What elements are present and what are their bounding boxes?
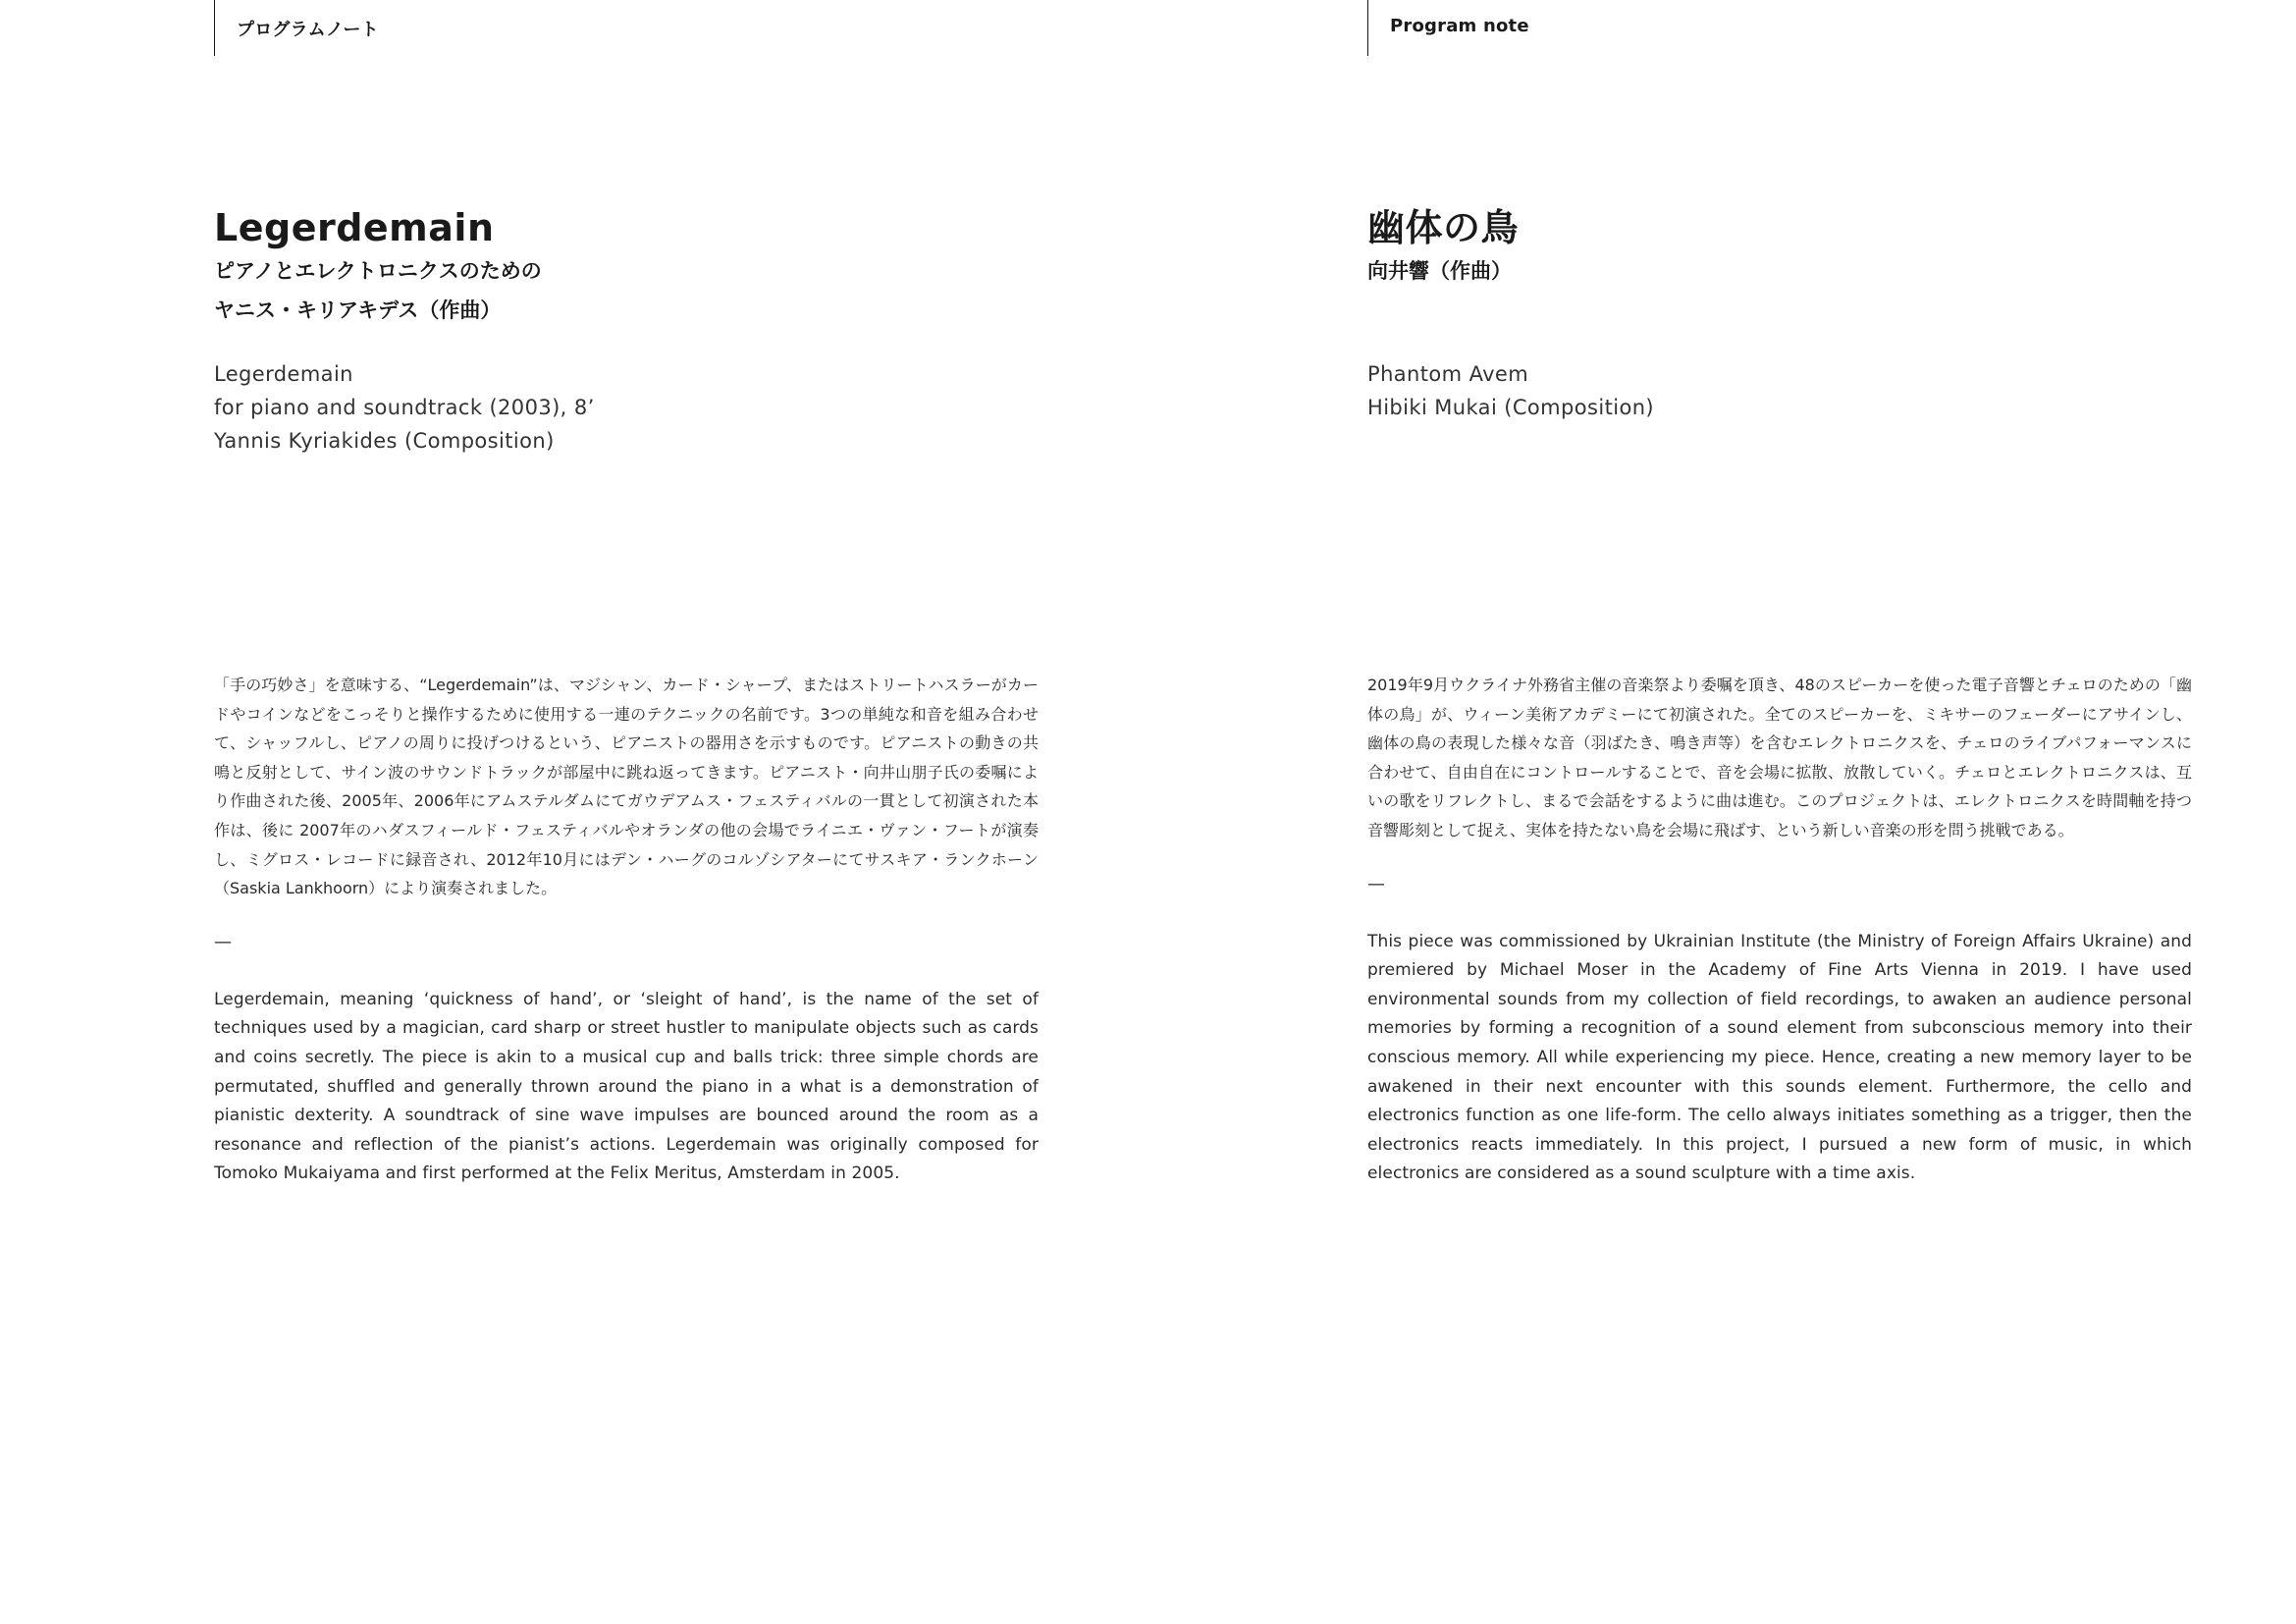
credit-line: Phantom Avem — [1367, 362, 1529, 386]
jp-paragraph: 2019年9月ウクライナ外務省主催の音楽祭より委嘱を頂き、48のスピーカーを使った電子音響とチェロのための「幽体の鳥」が、ウィーン美術アカデミーにて初演された。全てのスピーカーを、ミキサーのフェーダーにアサインし、幽体の鳥の表現した様々な音（羽ばたき、鳴き声等）を含むエレクトロニクスを、チェロのライブパフォーマンスに合わせて、自由自在にコントロールすることで、音を会場に拡散、放散していく。チェロとエレクトロニクスは、互いの歌をリフレクトし、まるで会話をするように曲は進む。このプロジェクトは、エレクトロニクスを時間軸を持つ音響彫刻として捉え、実体を持たない鳥を会場に飛ばす、という新しい音楽の形を問う挑戦である。 — [1367, 676, 2192, 839]
body-block — [1367, 671, 2192, 1189]
title-block — [214, 204, 1048, 330]
en-paragraph: This piece was commissioned by Ukrainian Institute (the Ministry of Foreign Affairs Ukraine) and premiered by Michael Moser in the Academy of Fine Arts Vienna in 2019. I have used environmental sounds from my collection of field recordings, to awaken an audience personal memories by forming a recognition of a sound element from subconscious memory into their conscious memory. All while experiencing my piece. Hence, creating a new memory layer to be awakened in their next encounter with this sounds element. Furthermore, the cello and electronics function as one life-form. The cello always initiates something as a trigger, then the electronics reacts immediately. In this project, I pursued a new form of music, in which electronics are considered as a sound sculpture with a time axis. — [1367, 931, 2192, 1184]
work-title: 幽体の鳥 — [1367, 206, 1520, 249]
section-separator: — — [1367, 873, 1385, 894]
title-block — [1367, 204, 2202, 291]
jp-subtitle: ピアノとエレクトロニクスのための — [214, 259, 542, 283]
left-page — [214, 0, 1068, 1624]
jp-paragraph: 「手の巧妙さ」を意味する、“Legerdemain”は、マジシャン、カード・シャープ、またはストリートハスラーがカードやコインなどをこっそりと操作するために使用する一連のテクニックの名前です。3つの単純な和音を組み合わせて、シャッフルし、ピアノの周りに投げつけるという、ピアニストの器用さを示すものです。ピアニストの動きの共鳴と反射として、サイン波のサウンドトラックが部屋中に跳ね返ってきます。ピアニスト・向井山朋子氏の委嘱により作曲された後、2005年、2006年にアムステルダムにてガウデアムス・フェスティバルの一貫として初演された本作は、後に 2007年のハダスフィールド・フェスティバルやオランダの他の会場でライニエ・ヴァン・フートが演奏し、ミグロス・レコードに録音され、2012年10月にはデン・ハーグのコルゾシアターにてサスキア・ランクホーン（Saskia Lankhoorn）により演奏されました。 — [214, 676, 1039, 898]
running-head: Program note — [1367, 0, 1529, 56]
running-head: プログラムノート — [214, 0, 379, 56]
credit-block — [214, 357, 1048, 458]
credit-line: for piano and soundtrack (2003), 8’ — [214, 396, 595, 419]
jp-composer: 向井響（作曲） — [1367, 259, 1512, 283]
credit-line: Legerdemain — [214, 362, 353, 386]
credit-line: Hibiki Mukai (Composition) — [1367, 396, 1654, 419]
credit-block — [1367, 357, 2202, 424]
body-block — [214, 671, 1039, 1189]
credit-line: Yannis Kyriakides (Composition) — [214, 429, 555, 453]
en-paragraph: Legerdemain, meaning ‘quickness of hand’, or ‘sleight of hand’, is the name of the set of techniques used by a magician, card sharp or street hustler to manipulate objects such as cards and coins secretly. The piece is akin to a musical cup and balls trick: three simple chords are permutated, shuffled and generally thrown around the piano in a what is a demonstration of pianistic dexterity. A soundtrack of sine wave impulses are bounced around the room as a resonance and reflection of the pianist’s actions. Legerdemain was originally composed for Tomoko Mukaiyama and first performed at the Felix Meritus, Amsterdam in 2005. — [214, 989, 1039, 1184]
jp-composer: ヤニス・キリアキデス（作曲） — [214, 298, 502, 322]
section-separator: — — [214, 931, 232, 952]
work-title: Legerdemain — [214, 206, 495, 249]
right-page — [1367, 0, 2221, 1624]
